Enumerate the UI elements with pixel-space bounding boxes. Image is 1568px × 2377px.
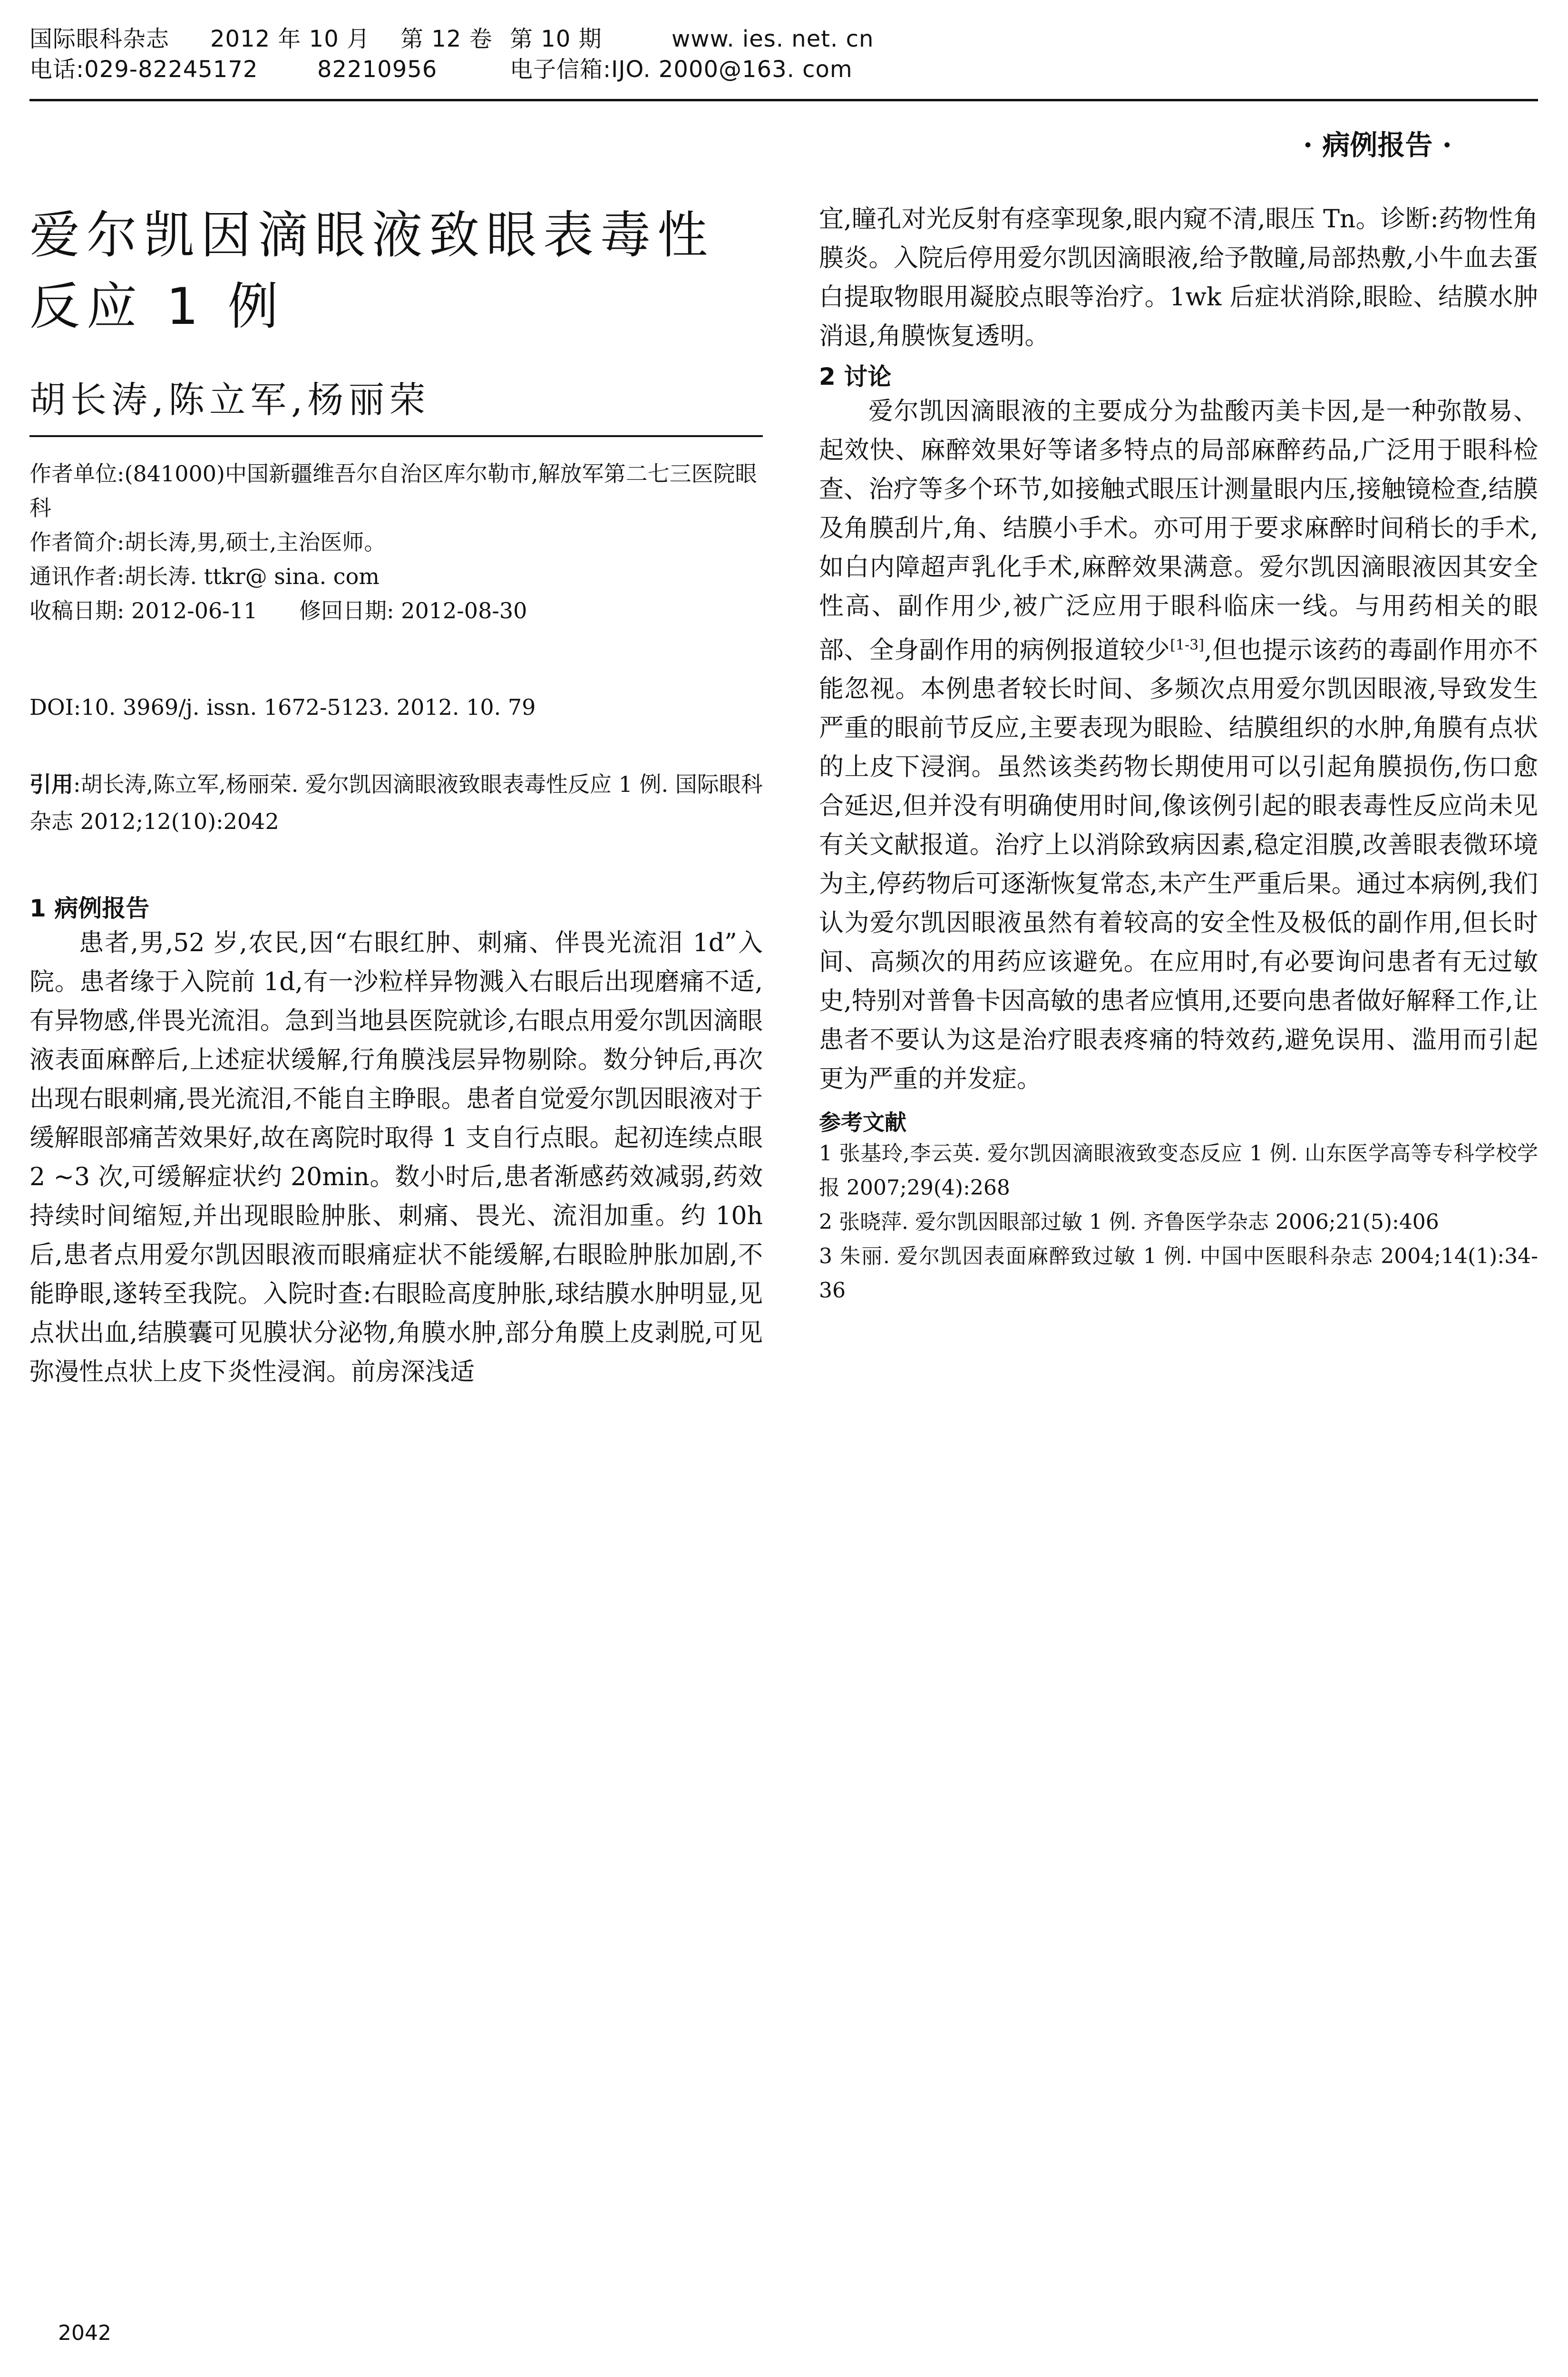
affiliation: 作者单位:(841000)中国新疆维吾尔自治区库尔勒市,解放军第二七三医院眼科 (29, 461, 757, 521)
header-divider (29, 99, 1538, 101)
contact-email: 电子信箱:IJO. 2000@163. com (510, 56, 853, 83)
citation-text: :胡长涛,陈立军,杨丽荣. 爱尔凯因滴眼液致眼表毒性反应 1 例. 国际眼科杂志 2012;12(10):2042 (29, 771, 763, 834)
paragraph-part: ,但也提示该药的毒副作用亦不能忽视。本例患者较长时间、多频次点用爱尔凯因眼液,导致发生严重的眼前节反应,主要表现为眼睑、结膜组织的水肿,角膜有点状的上皮下浸润。虽然该类药物长期使用可以引起角膜损伤,伤口愈合延迟,但并没有明确使用时间,像该例引起的眼表毒性反应尚未见有关文献报道。治疗上以消除致病因素,稳定泪膜,改善眼表微环境为主,停药物后可逐渐恢复常态,未产生严重后果。通过本病例,我们认为爱尔凯因眼液虽然有着较高的安全性及极低的副作用,但长时间、高频次的用药应该避免。在应用时,有必要询问患者有无过敏史,特别对普鲁卡因高敏的患者应慎用,还要向患者做好解释工作,让患者不要认为这是治疗眼表疼痛的特效药,避免误用、滥用而引起更为严重的并发症。 (819, 636, 1538, 1094)
author-list: 胡长涛,陈立军,杨丽荣 (29, 379, 430, 421)
fax-number: 82210956 (317, 56, 438, 83)
volume: 第 12 卷 (400, 26, 493, 52)
correspondence: 通讯作者:胡长涛. ttkr@ sina. com (29, 564, 380, 589)
section-case-report (29, 889, 763, 1392)
author-info (29, 457, 763, 628)
citation-ref[interactable]: [1-3] (1170, 637, 1204, 653)
reference-item: 3 朱丽. 爱尔凯因表面麻醉致过敏 1 例. 中国中医眼科杂志 2004;14(1):34-36 (819, 1244, 1538, 1303)
section-heading: 2 讨论 (819, 363, 892, 390)
reference-item: 2 张晓萍. 爱尔凯因眼部过敏 1 例. 齐鲁医学杂志 2006;21(5):406 (819, 1210, 1439, 1235)
column-label: · 病例报告 · (1303, 129, 1452, 161)
right-column (819, 200, 1538, 1308)
paragraph: 患者,男,52 岁,农民,因“右眼红肿、刺痛、伴畏光流泪 1d”入院。患者缘于入院前 1d,有一沙粒样异物溅入右眼后出现磨痛不适,有异物感,伴畏光流泪。急到当地县医院就诊,右眼点用爱尔凯因滴眼液表面麻醉后,上述症状缓解,行角膜浅层异物剔除。数分钟后,再次出现右眼刺痛,畏光流泪,不能自主睁眼。患者自觉爱尔凯因眼液对于缓解眼部痛苦效果好,故在离院时取得 1 支自行点眼。起初连续点眼 2 ~3 次,可缓解症状约 20min。数小时后,患者渐感药效减弱,药效持续时间缩短,并出现眼睑肿胀、刺痛、畏光、流泪加重。约 10h 后,患者点用爱尔凯因眼液而眼痛症状不能缓解,右眼睑肿胀加剧,不能睁眼,遂转至我院。入院时查:右眼睑高度肿胀,球结膜水肿明显,见点状出血,结膜囊可见膜状分泌物,角膜水肿,部分角膜上皮剥脱,可见弥漫性点状上皮下炎性浸润。前房深浅适 (29, 929, 763, 1386)
received-dates: 收稿日期: 2012-06-11 修回日期: 2012-08-30 (29, 598, 527, 623)
running-header (29, 24, 1538, 85)
article-title: 爱尔凯因滴眼液致眼表毒性反应 1 例 (29, 206, 714, 336)
phone-number: 电话:029-82245172 (29, 56, 258, 83)
issue-date: 2012 年 10 月 (210, 26, 370, 52)
references-heading: 参考文献 (819, 1110, 906, 1136)
header-line-1 (29, 24, 1538, 54)
paragraph (819, 392, 1538, 1099)
header-line-2 (29, 54, 1538, 85)
reference-item: 1 张基玲,李云英. 爱尔凯因滴眼液致变态反应 1 例. 山东医学高等专科学校学报 2007;29(4):268 (819, 1141, 1538, 1200)
left-column (29, 200, 763, 1386)
issue-number: 第 10 期 (510, 26, 602, 52)
journal-website: www. ies. net. cn (672, 26, 874, 52)
doi: DOI:10. 3969/j. issn. 1672-5123. 2012. 10. 79 (29, 694, 536, 720)
paragraph-continued: 宜,瞳孔对光反射有痉挛现象,眼内窥不清,眼压 Tn。诊断:药物性角膜炎。入院后停用爱尔凯因滴眼液,给予散瞳,局部热敷,小牛血去蛋白提取物眼用凝胶点眼等治疗。1wk 后症状消除,眼睑、结膜水肿消退,角膜恢复透明。 (819, 205, 1538, 351)
citation-label: 引用 (29, 771, 73, 797)
journal-name: 国际眼科杂志 (29, 26, 170, 52)
section-heading: 1 病例报告 (29, 895, 150, 922)
author-bio: 作者简介:胡长涛,男,硕士,主治医师。 (29, 529, 386, 555)
paragraph-part: 爱尔凯因滴眼液的主要成分为盐酸丙美卡因,是一种弥散易、起效快、麻醉效果好等诸多特点的局部麻醉药品,广泛用于眼科检查、治疗等多个环节,如接触式眼压计测量眼内压,接触镜检查,结膜及角膜刮片,角、结膜小手术。亦可用于要求麻醉时间稍长的手术,如白内障超声乳化手术,麻醉效果满意。爱尔凯因滴眼液因其安全性高、副作用少,被广泛应用于眼科临床一线。与用药相关的眼部、全身副作用的病例报道较少 (819, 397, 1538, 665)
citation (29, 766, 763, 840)
title-divider (29, 435, 763, 437)
page-number: 2042 (58, 2321, 111, 2345)
